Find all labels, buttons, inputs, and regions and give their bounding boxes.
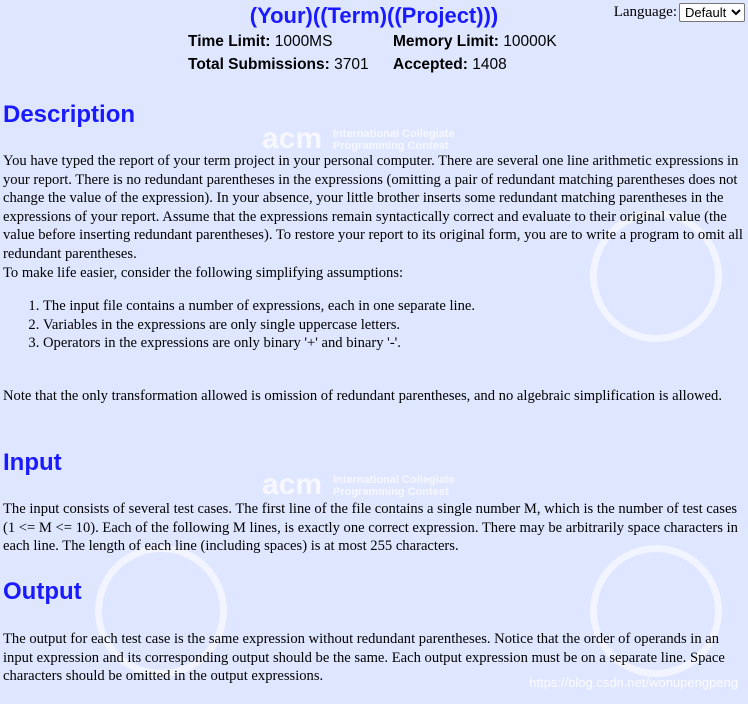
output-heading: Output	[3, 578, 82, 605]
accepted-label: Accepted:	[393, 56, 468, 73]
time-limit-value: 1000MS	[274, 33, 333, 50]
language-dropdown[interactable]	[679, 3, 745, 22]
memory-limit-label: Memory Limit:	[393, 33, 499, 50]
input-heading: Input	[3, 449, 62, 476]
list-item: 2. Variables in the expressions are only single uppercase letters.	[43, 316, 475, 335]
accepted-value: 1408	[472, 56, 507, 73]
total-submissions-value: 3701	[334, 56, 369, 73]
list-item: 3. Operators in the expressions are only binary '+' and binary '-'.	[43, 334, 475, 353]
language-selector	[614, 3, 745, 22]
csdn-watermark: https://blog.csdn.net/wonupengpeng	[529, 675, 738, 690]
contest-name-watermark: International Collegiate Programming Contest	[333, 474, 455, 498]
description-paragraph: You have typed the report of your term project in your personal computer. There are several one line arithmetic expressions in your report. There is no redundant parentheses in the expressions (omitting a pair of redundant matching parentheses does not change the value of the expression). In your absence, your little brother inserts some redundant matching parentheses in the expressions of your report. Assume that the expressions remain syntactically correct and evaluate to their original value (the value before inserting redundant parentheses). To restore your report to its original form, you are to write a program to omit all redundant parentheses. To make life easier, consider the following simplifying assumptions:	[3, 153, 743, 281]
acm-logo-watermark: acm	[262, 122, 323, 155]
contest-name-watermark: International Collegiate Programming Contest	[333, 128, 455, 152]
memory-limit-value: 10000K	[503, 33, 557, 50]
list-item: 1. The input file contains a number of expressions, each in one separate line.	[43, 297, 475, 316]
total-submissions-label: Total Submissions:	[188, 56, 330, 73]
problem-title: (Your)((Term)((Project)))	[249, 3, 499, 28]
input-paragraph: The input consists of several test cases. The first line of the file contains a single number M, which is the number of test cases (1 <= M <= 10). Each of the following M lines, is exactly one correct expression. There may be arbitrarily space characters in each line. The length of each line (including spaces) is at most 255 characters.	[3, 501, 738, 555]
assumptions-intro: To make life easier, consider the following simplifying assumptions:	[3, 264, 404, 281]
acm-logo-watermark: acm	[262, 468, 323, 501]
description-note: Note that the only transformation allowed is omission of redundant parentheses, and no algebraic simplification is allowed.	[3, 388, 722, 404]
output-paragraph: The output for each test case is the same expression without redundant parentheses. Notice that the order of operands in an input expression and its corresponding output should be the same. Each output expression must be on a separate line. Space characters should be omitted in the output expressions.	[3, 631, 725, 685]
language-label: Language:	[613, 4, 677, 20]
assumptions-list	[0, 297, 475, 353]
time-limit-label: Time Limit:	[188, 33, 271, 50]
problem-stats	[188, 33, 557, 79]
description-heading: Description	[3, 101, 136, 128]
